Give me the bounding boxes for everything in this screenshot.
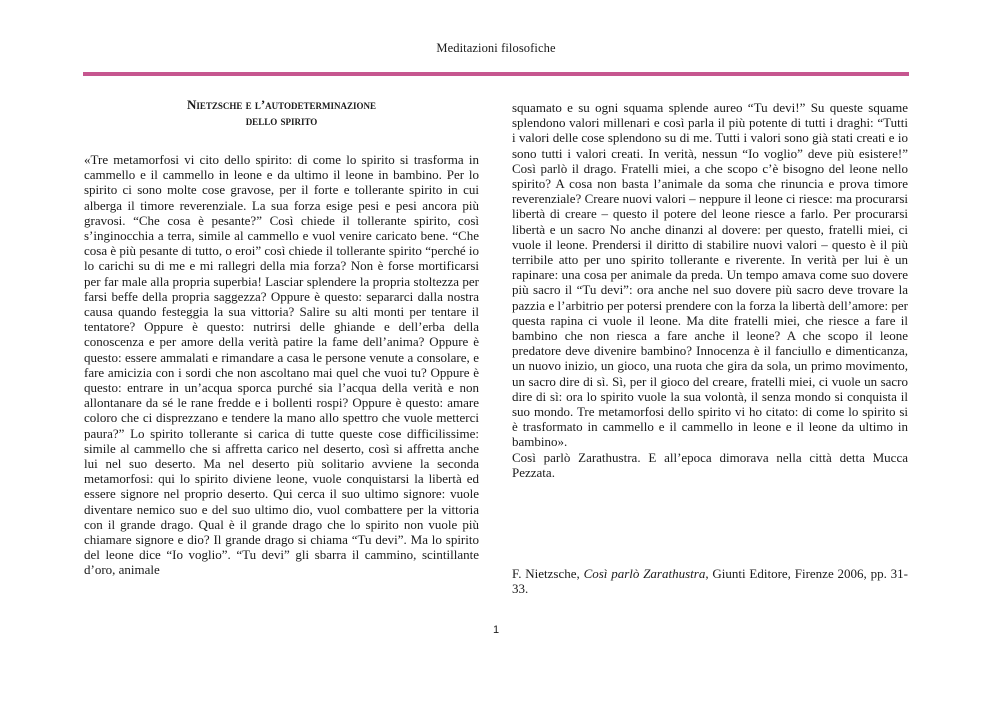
right-column — [512, 100, 908, 480]
citation-book-title: Così parlò Zarathustra — [583, 566, 706, 581]
running-header: Meditazioni filosofiche — [436, 41, 556, 55]
citation-author: F. Nietzsche, — [512, 566, 580, 581]
article-title — [84, 97, 479, 129]
quote-paragraph-right: squamato e su ogni squama splende aureo “Tu devi!” Su queste squame splendono valori millenari e così parla il più potente di tutti i draghi: “Tutti i valori delle cose splendono su di me. Tutti i valori sono già stati creati e io sono tutti i valori creati. In verità, nessun “Io voglio” deve più esistere!” Così parlò il drago. Fratelli miei, a che scopo c’è bisogno del leone nello spirito? A cosa non basta l’animale da soma che rinuncia e prova timore reverenziale? Creare nuovi valori – neppure il leone ci riesce: ma procurarsi libertà di creare – questo il potere del leone riesce a farlo. Per procurarsi libertà e un sacro No anche dinanzi al dovere: per questo, fratelli miei, ci vuole il leone. Prendersi il diritto di stabilire nuovi valori – questo è il più terribile atto per uno spirito tollerante e riverente. In verità per lui è un rapinare: una cosa per animale da preda. Un tempo amava come suo dovere più sacro il “Tu devi”: ora anche nel suo dovere più sacro deve trovare la pazzia e l’arbitrio per potersi prendere con la forza la libertà dell’amore: per questa rapina ci vuole il leone. Ma dite fratelli miei, che riesce a fare il bambino che non riesca a fare anche il leone? A che scopo il leone predatore deve divenire bambino? Innocenza è il fanciullo e dimenticanza, un nuovo inizio, un gioco, una ruota che gira da sola, un primo movimento, un sacro dire di sì. Sì, per il gioco del creare, fratelli miei, ci vuole un sacro dire di sì: ora lo spirito vuole la sua volontà, il senza mondo si conquista il suo mondo. Tre metamorfosi dello spirito vi ho citato: di come lo spirito si è trasformato in cammello e il cammello in leone e il leone da ultimo in bambino». — [512, 100, 908, 450]
quote-paragraph-left: «Tre metamorfosi vi cito dello spirito: di come lo spirito si trasforma in cammello e il cammello in leone e da ultimo il leone in bambino. Per lo spirito ci sono molte cose gravose, per il forte e tollerante spirito in cui alberga il timore reverenziale. La sua forza esige pesi e pesi ancora più gravosi. “Che cosa è pesante?” Così chiede il tollerante spirito, così s’inginocchia a terra, simile al cammello e vuol venire caricato bene. “Che cosa è più pesante di tutto, o eroi” così chiede il tollerante spirito “perché io lo carichi su di me e mi rallegri della mia forza? Non è forse mortificarsi per far male alla propria superbia! Lasciar splendere la propria stoltezza per farsi beffe della propria saggezza? Oppure è questo: separarci dalla nostra causa quando festeggia la sua vittoria? Salire su alti monti per tentare il tentatore? Oppure è questo: nutrirsi delle ghiande e dell’erba della conoscenza e per amore della verità patire la fame dell’anima? Oppure è questo: essere ammalati e rimandare a casa le persone venute a consolare, e fare amicizia con i sordi che non ascoltano mai quel che vuoi tu? Oppure è questo: entrare in un’acqua sporca purché sia l’acqua della verità e non allontanare da sé le rane fredde e i bollenti rospi? Oppure è questo: amare coloro che ci disprezzano e tendere la mano allo spettro che vuole metterci paura?” Lo spirito tollerante si carica di tutte queste cose difficilissime: simile al cammello che si affretta carico nel deserto, così si affretta anche lui nel suo deserto. Ma nel deserto più solitario avviene la seconda metamorfosi: qui lo spirito diviene leone, vuole conquistarsi la libertà ed essere signore nel proprio deserto. Qui cerca il suo ultimo signore: vuole diventare nemico suo e del suo ultimo dio, vuol combattere per la vittoria con il grande drago. Qual è il grande drago che lo spirito non vuole più chiamare signore e dio? Il grande drago si chiama “Tu devi”. Ma lo spirito del leone dice “Io voglio”. “Tu devi” gli sbarra il cammino, scintillante d’oro, animale — [84, 152, 479, 578]
header-rule — [83, 72, 909, 76]
article-title-line-1: Nietzsche e l’autodeterminazione — [186, 97, 377, 112]
closing-paragraph: Così parlò Zarathustra. E all’epoca dimorava nella città detta Mucca Pezzata. — [512, 449, 908, 480]
bibliographic-citation — [512, 566, 908, 596]
page-number: 1 — [492, 624, 500, 636]
citation-details: , Giunti Editore, Firenze 2006, pp. 31-33. — [512, 566, 908, 597]
article-title-line-2: dello spirito — [245, 113, 318, 128]
left-column — [84, 152, 479, 578]
